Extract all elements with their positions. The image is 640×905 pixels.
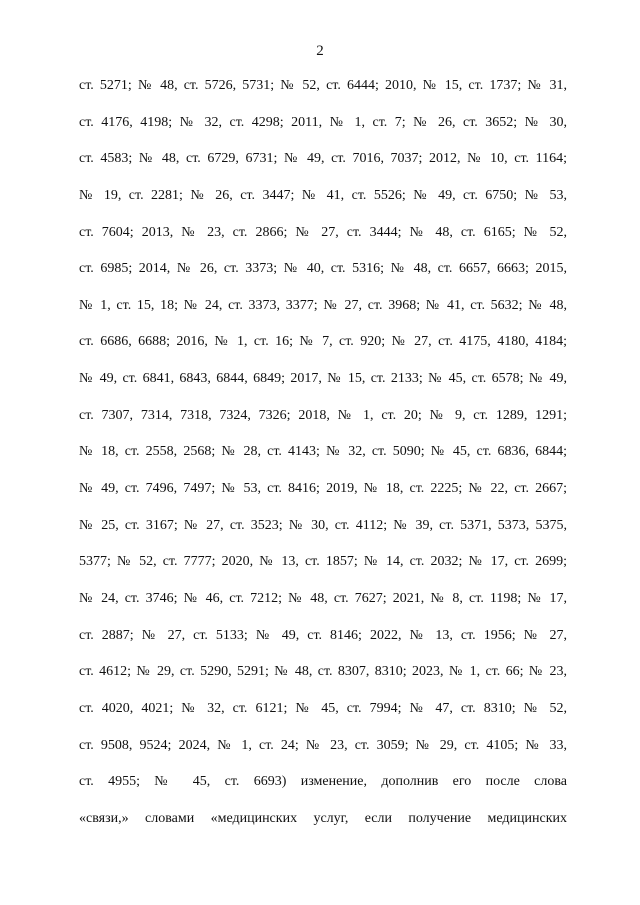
text-line: ст. 4020, 4021; № 32, ст. 6121; № 45, ст. 7994; № 47, ст. 8310; № 52,: [79, 700, 567, 716]
text-line: ст. 7307, 7314, 7318, 7324, 7326; 2018, № 1, ст. 20; № 9, ст. 1289, 1291;: [79, 407, 567, 423]
text-line: № 49, ст. 6841, 6843, 6844, 6849; 2017, № 15, ст. 2133; № 45, ст. 6578; № 49,: [79, 371, 567, 387]
text-line: № 1, ст. 15, 18; № 24, ст. 3373, 3377; № 27, ст. 3968; № 41, ст. 5632; № 48,: [79, 297, 567, 313]
text-line: ст. 4583; № 48, ст. 6729, 6731; № 49, ст. 7016, 7037; 2012, № 10, ст. 1164;: [79, 151, 567, 167]
text-line: ст. 7604; 2013, № 23, ст. 2866; № 27, ст. 3444; № 48, ст. 6165; № 52,: [79, 224, 567, 240]
text-line: ст. 9508, 9524; 2024, № 1, ст. 24; № 23, ст. 3059; № 29, ст. 4105; № 33,: [79, 737, 567, 753]
text-line: ст. 2887; № 27, ст. 5133; № 49, ст. 8146; 2022, № 13, ст. 1956; № 27,: [79, 627, 567, 643]
text-line: ст. 5271; № 48, ст. 5726, 5731; № 52, ст. 6444; 2010, № 15, ст. 1737; № 31,: [79, 78, 567, 93]
page-number: 2: [316, 43, 324, 59]
document-body: [79, 76, 567, 845]
text-line: № 25, ст. 3167; № 27, ст. 3523; № 30, ст. 4112; № 39, ст. 5371, 5373, 5375,: [79, 517, 567, 533]
text-line: ст. 4612; № 29, ст. 5290, 5291; № 48, ст. 8307, 8310; 2023, № 1, ст. 66; № 23,: [79, 664, 567, 680]
text-line: ст. 4955; № 45, ст. 6693) изменение, дополнив его после слова: [79, 774, 567, 790]
text-line: № 18, ст. 2558, 2568; № 28, ст. 4143; № 32, ст. 5090; № 45, ст. 6836, 6844;: [79, 444, 567, 460]
text-line: 5377; № 52, ст. 7777; 2020, № 13, ст. 1857; № 14, ст. 2032; № 17, ст. 2699;: [79, 554, 567, 570]
text-line: № 24, ст. 3746; № 46, ст. 7212; № 48, ст. 7627; 2021, № 8, ст. 1198; № 17,: [79, 590, 567, 606]
text-line: ст. 6686, 6688; 2016, № 1, ст. 16; № 7, ст. 920; № 27, ст. 4175, 4180, 4184;: [79, 334, 567, 350]
text-line: ст. 4176, 4198; № 32, ст. 4298; 2011, № 1, ст. 7; № 26, ст. 3652; № 30,: [79, 114, 567, 130]
text-line: «связи,» словами «медицинских услуг, если получение медицинских: [79, 810, 567, 826]
text-line: ст. 6985; 2014, № 26, ст. 3373; № 40, ст. 5316; № 48, ст. 6657, 6663; 2015,: [79, 261, 567, 277]
text-line: № 19, ст. 2281; № 26, ст. 3447; № 41, ст. 5526; № 49, ст. 6750; № 53,: [79, 187, 567, 203]
text-line: № 49, ст. 7496, 7497; № 53, ст. 8416; 2019, № 18, ст. 2225; № 22, ст. 2667;: [79, 481, 567, 497]
